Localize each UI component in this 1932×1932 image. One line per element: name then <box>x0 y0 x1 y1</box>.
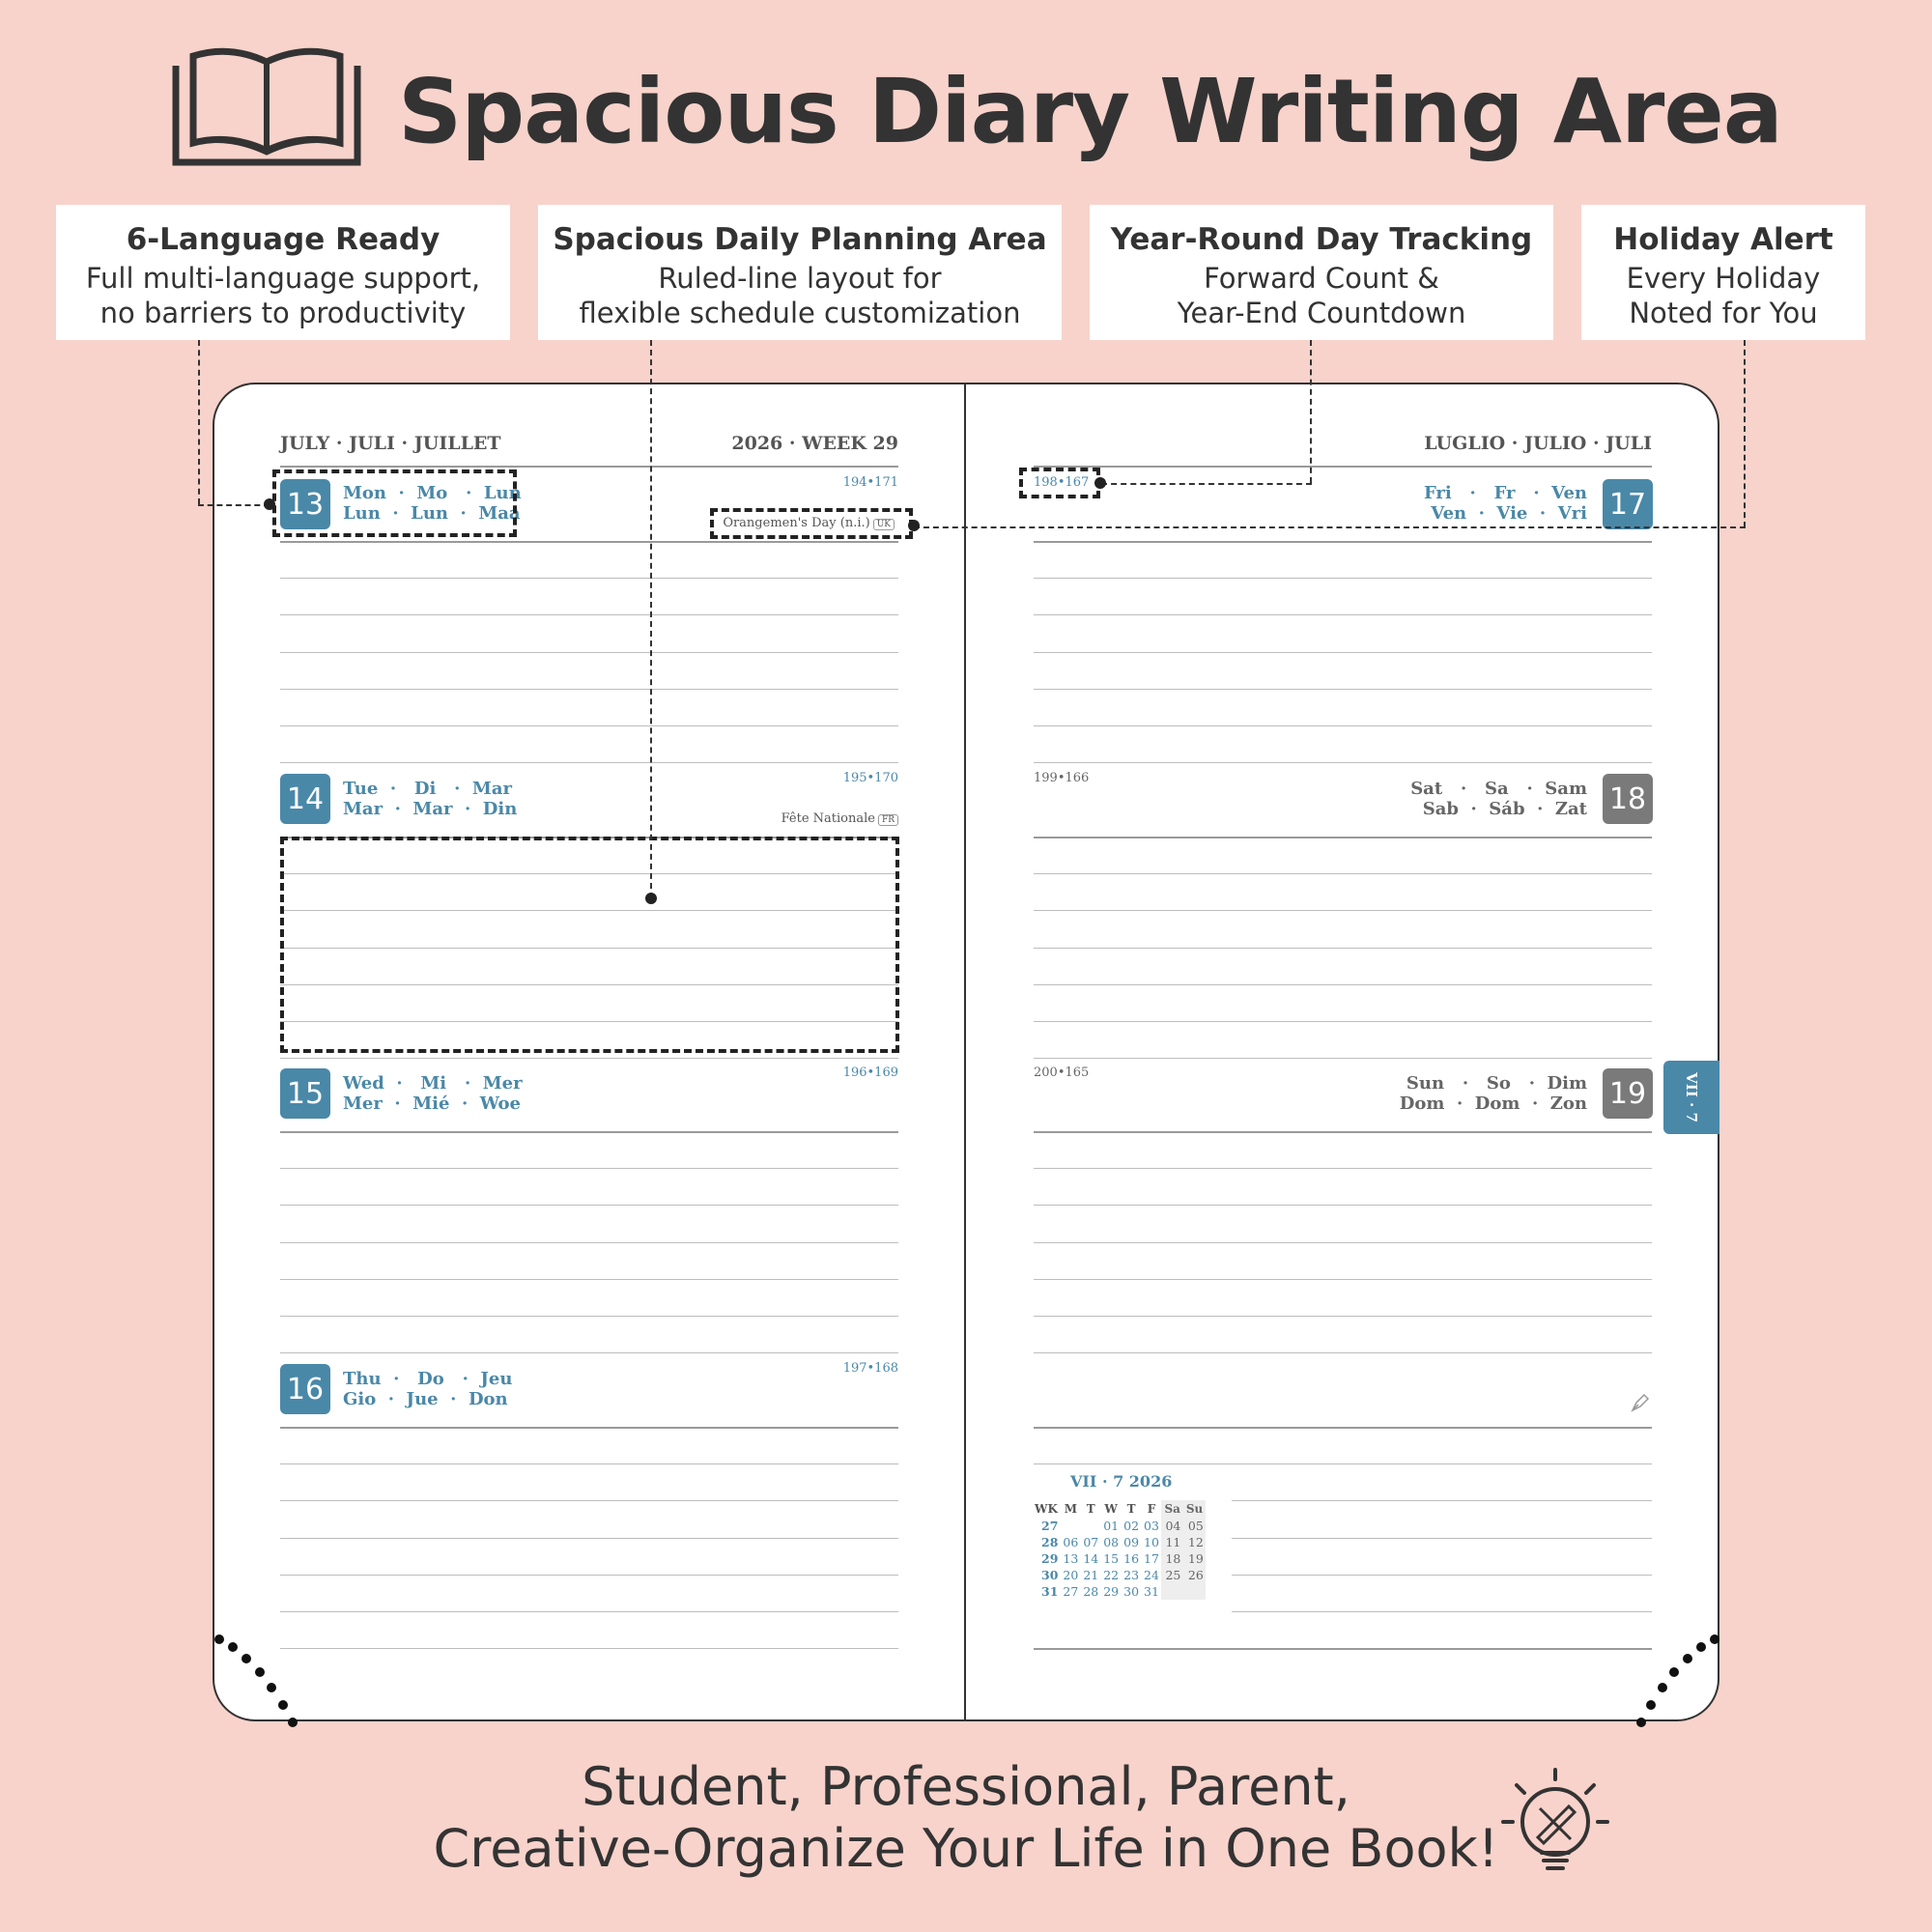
ruled-line <box>280 652 898 653</box>
ruled-line <box>1034 1279 1652 1280</box>
ruled-line <box>280 1427 898 1429</box>
ruled-line <box>1034 948 1652 949</box>
mini-calendar-row <box>1032 1583 1206 1600</box>
callout-title: 6-Language Ready <box>126 222 440 257</box>
divider <box>280 466 898 468</box>
day-names-row: Sun · So · Dim <box>1406 1073 1587 1094</box>
day-names-row: Thu · Do · Jeu <box>343 1369 513 1389</box>
ruled-line <box>1232 1575 1652 1576</box>
decoration-dot <box>242 1654 251 1663</box>
decoration-dot <box>278 1700 288 1710</box>
day-names-row: Gio · Jue · Don <box>343 1389 508 1409</box>
ruled-line <box>1034 910 1652 911</box>
mini-calendar-day: 09 <box>1123 1535 1140 1549</box>
ruled-line <box>280 1242 898 1243</box>
ruled-line <box>1034 689 1652 690</box>
ruled-line <box>1034 652 1652 653</box>
ruled-line <box>1034 1463 1652 1464</box>
footer-tagline <box>0 1756 1932 1880</box>
mini-calendar-day: 05 <box>1183 1518 1206 1534</box>
ruled-line <box>280 614 898 615</box>
callout-line: Ruled-line layout for <box>658 262 942 295</box>
ruled-line <box>280 1205 898 1206</box>
ruled-line <box>1034 837 1652 838</box>
ruled-line <box>280 1168 898 1169</box>
connector <box>198 504 270 506</box>
connector-pin <box>645 893 657 904</box>
ruled-line <box>1034 984 1652 985</box>
ruled-line <box>1034 1168 1652 1169</box>
day-names-row: Ven · Vie · Vri <box>1431 503 1587 524</box>
mini-calendar-day: 21 <box>1083 1568 1099 1582</box>
mini-calendar-grid <box>1032 1500 1206 1600</box>
connector <box>1310 340 1312 483</box>
callout-line: Forward Count & <box>1204 262 1439 295</box>
decoration-dot <box>1636 1718 1646 1727</box>
day-names <box>343 779 517 819</box>
decoration-dot <box>1669 1667 1679 1677</box>
callout-line: flexible schedule customization <box>579 297 1021 329</box>
ruled-line <box>280 1611 898 1612</box>
ruled-line <box>280 1058 898 1059</box>
ruled-line <box>1034 1316 1652 1317</box>
ruled-line <box>1034 614 1652 615</box>
highlight-planning-box <box>280 837 899 1053</box>
ruled-line <box>1232 1538 1652 1539</box>
ruled-line <box>1034 1648 1652 1650</box>
decoration-dot <box>1710 1634 1719 1644</box>
day-count: 198•167 <box>1034 475 1090 490</box>
mini-calendar-day: 15 <box>1103 1551 1120 1566</box>
day-names <box>343 1369 512 1409</box>
holiday-country: UK <box>873 519 895 530</box>
diary-spine <box>964 383 966 1721</box>
mini-calendar-day: 04 <box>1161 1518 1182 1534</box>
mini-calendar-day: 20 <box>1063 1568 1079 1582</box>
ruled-line <box>1232 1500 1652 1501</box>
right-month-label: LUGLIO · JULIO · JULI <box>1424 433 1652 454</box>
ruled-line <box>1034 1058 1652 1059</box>
mini-calendar-day: 03 <box>1144 1519 1159 1533</box>
ruled-line <box>280 1316 898 1317</box>
connector <box>198 340 200 504</box>
month-tab-label: VII · 7 <box>1683 1072 1700 1122</box>
connector <box>650 340 652 898</box>
day-number: 17 <box>1603 479 1653 529</box>
mini-calendar-week: 30 <box>1041 1568 1059 1582</box>
day-number: 18 <box>1603 774 1653 824</box>
mini-calendar-day: 17 <box>1144 1551 1159 1566</box>
mini-calendar-day: 23 <box>1123 1568 1140 1582</box>
week-label: 2026 · WEEK 29 <box>731 433 898 454</box>
ruled-line <box>280 1279 898 1280</box>
highlight-language-box <box>272 469 517 537</box>
day-number: 16 <box>280 1364 330 1414</box>
day-names-row: Lun · Lun · Maa <box>343 503 521 524</box>
mini-calendar-day: 08 <box>1103 1535 1120 1549</box>
mini-calendar-week: 28 <box>1041 1535 1059 1549</box>
lightbulb-pencil-icon <box>1497 1766 1613 1882</box>
mini-calendar-row <box>1032 1567 1206 1583</box>
mini-calendar-row <box>1032 1534 1206 1550</box>
mini-calendar-day: 22 <box>1103 1568 1120 1582</box>
mini-calendar-day <box>1161 1583 1182 1600</box>
ruled-line <box>1034 873 1652 874</box>
mini-calendar-day: 07 <box>1083 1535 1099 1549</box>
ruled-line <box>280 1500 898 1501</box>
highlight-holiday-box <box>710 508 913 539</box>
decoration-dot <box>255 1667 265 1677</box>
ruled-line <box>280 689 898 690</box>
callout-line: Full multi-language support, <box>85 262 481 295</box>
day-names-row: Sat · Sa · Sam <box>1410 779 1587 799</box>
pen-nib-icon <box>1629 1391 1652 1414</box>
connector-pin <box>264 498 275 510</box>
mini-calendar-title: VII · 7 2026 <box>1070 1472 1173 1491</box>
ruled-line <box>280 762 898 763</box>
callout-planning-area <box>538 205 1062 340</box>
day-number: 15 <box>280 1068 330 1119</box>
decoration-dot <box>228 1642 238 1652</box>
mini-calendar-day: 01 <box>1103 1519 1120 1533</box>
open-book-icon <box>172 46 361 166</box>
callout-line: Every Holiday <box>1626 262 1821 295</box>
day-names-row: Tue · Di · Mar <box>343 779 512 799</box>
day-count: 194•171 <box>842 475 898 490</box>
footer-line: Student, Professional, Parent, <box>582 1756 1350 1817</box>
mini-calendar-day: 31 <box>1144 1584 1159 1599</box>
ruled-line <box>280 1575 898 1576</box>
decoration-dot <box>214 1634 224 1644</box>
callout-title: Spacious Daily Planning Area <box>553 222 1047 257</box>
mini-calendar-day: 26 <box>1183 1567 1206 1583</box>
mini-calendar-header: M <box>1064 1502 1077 1516</box>
ruled-line <box>280 541 898 543</box>
ruled-line <box>1034 578 1652 579</box>
ruled-line <box>1034 1131 1652 1133</box>
mini-calendar-day: 30 <box>1123 1584 1140 1599</box>
mini-calendar-day: 11 <box>1161 1534 1182 1550</box>
mini-calendar-day: 29 <box>1103 1584 1120 1599</box>
ruled-line <box>1034 1205 1652 1206</box>
decoration-dot <box>1646 1700 1656 1710</box>
decoration-dot <box>267 1683 276 1692</box>
day-names-row: Mer · Mié · Woe <box>343 1094 521 1114</box>
callout-holiday <box>1581 205 1865 340</box>
mini-calendar-day: 13 <box>1063 1551 1079 1566</box>
day-count: 199•166 <box>1034 771 1090 785</box>
mini-calendar-day <box>1081 1518 1101 1534</box>
connector-pin <box>908 520 920 531</box>
mini-calendar-day: 06 <box>1063 1535 1079 1549</box>
footer-line: Creative-Organize Your Life in One Book! <box>433 1818 1499 1879</box>
mini-calendar-week: 29 <box>1041 1551 1059 1566</box>
ruled-line <box>1034 541 1652 543</box>
callout-title: Year-Round Day Tracking <box>1110 222 1533 257</box>
day-names <box>1410 779 1587 819</box>
callout-line: no barriers to productivity <box>99 297 467 329</box>
ruled-line <box>280 1463 898 1464</box>
connector-pin <box>1094 477 1106 489</box>
month-tab[interactable] <box>1663 1061 1719 1134</box>
callout-title: Holiday Alert <box>1613 222 1833 257</box>
mini-calendar-day: 24 <box>1144 1568 1159 1582</box>
decoration-dot <box>1696 1642 1706 1652</box>
mini-calendar-header: T <box>1086 1502 1095 1516</box>
holiday-name: Fête Nationale <box>781 811 875 826</box>
day-number: 13 <box>280 479 330 529</box>
mini-calendar-day: 25 <box>1161 1567 1182 1583</box>
connector <box>914 526 1746 528</box>
callout-line: Year-End Countdown <box>1177 297 1466 329</box>
decoration-dot <box>1683 1654 1692 1663</box>
day-names <box>343 1073 523 1114</box>
ruled-line <box>1232 1611 1652 1612</box>
mini-calendar-header: Su <box>1183 1500 1206 1518</box>
day-count: 195•170 <box>842 771 898 785</box>
mini-calendar-day: 27 <box>1063 1584 1079 1599</box>
day-names-row: Fri · Fr · Ven <box>1423 483 1587 503</box>
left-month-label: JULY · JULI · JUILLET <box>280 433 501 454</box>
mini-calendar-day: 18 <box>1161 1550 1182 1567</box>
mini-calendar-week: 31 <box>1041 1584 1059 1599</box>
holiday-name: Orangemen's Day (n.i.) <box>723 516 870 530</box>
mini-calendar-day: 10 <box>1144 1535 1159 1549</box>
day-number: 14 <box>280 774 330 824</box>
ruled-line <box>280 1352 898 1353</box>
ruled-line <box>1034 725 1652 726</box>
ruled-line <box>280 1538 898 1539</box>
day-count: 196•169 <box>842 1065 898 1080</box>
mini-calendar-day: 14 <box>1083 1551 1099 1566</box>
day-names-row: Wed · Mi · Mer <box>343 1073 523 1094</box>
day-names-row: Dom · Dom · Zon <box>1399 1094 1587 1114</box>
day-count: 197•168 <box>842 1361 898 1376</box>
day-number: 19 <box>1603 1068 1653 1119</box>
callout-line: Noted for You <box>1629 297 1818 329</box>
decoration-dot <box>1658 1683 1667 1692</box>
callout-day-tracking <box>1090 205 1553 340</box>
mini-calendar-header: F <box>1147 1502 1156 1516</box>
mini-calendar-day: 12 <box>1183 1534 1206 1550</box>
connector <box>1101 483 1312 485</box>
ruled-line <box>280 1648 898 1649</box>
day-names-row: Mon · Mo · Lun <box>343 483 522 503</box>
ruled-line <box>1034 1352 1652 1353</box>
mini-calendar-row <box>1032 1518 1206 1534</box>
mini-calendar-day: 02 <box>1123 1519 1140 1533</box>
ruled-line <box>1034 1242 1652 1243</box>
holiday-country: FR <box>878 814 898 826</box>
ruled-line <box>280 578 898 579</box>
mini-calendar-week: 27 <box>1041 1519 1059 1533</box>
ruled-line <box>280 725 898 726</box>
day-names-row: Mar · Mar · Din <box>343 799 518 819</box>
mini-calendar-header: W <box>1104 1502 1118 1516</box>
decoration-dot <box>288 1718 298 1727</box>
mini-calendar-header: WK <box>1035 1502 1058 1516</box>
day-names <box>1424 483 1587 524</box>
mini-calendar-header: T <box>1126 1502 1136 1516</box>
holiday-label <box>781 811 898 826</box>
mini-calendar-header: Sa <box>1161 1500 1182 1518</box>
day-count: 200•165 <box>1034 1065 1090 1080</box>
day-names <box>1400 1073 1587 1114</box>
callout-language <box>56 205 510 340</box>
mini-calendar <box>1032 1472 1225 1600</box>
mini-calendar-day <box>1061 1518 1081 1534</box>
highlight-count-box <box>1019 468 1100 498</box>
ruled-line <box>1034 1021 1652 1022</box>
mini-calendar-row <box>1032 1550 1206 1567</box>
divider <box>1034 466 1652 468</box>
page-title: Spacious Diary Writing Area <box>398 60 1782 163</box>
ruled-line <box>1034 762 1652 763</box>
mini-calendar-day <box>1183 1583 1206 1600</box>
mini-calendar-day: 16 <box>1123 1551 1140 1566</box>
mini-calendar-day: 19 <box>1183 1550 1206 1567</box>
ruled-line <box>1034 1427 1652 1429</box>
mini-calendar-day: 28 <box>1083 1584 1099 1599</box>
connector <box>1744 340 1746 527</box>
day-names-row: Sab · Sáb · Zat <box>1422 799 1587 819</box>
ruled-line <box>280 1131 898 1133</box>
